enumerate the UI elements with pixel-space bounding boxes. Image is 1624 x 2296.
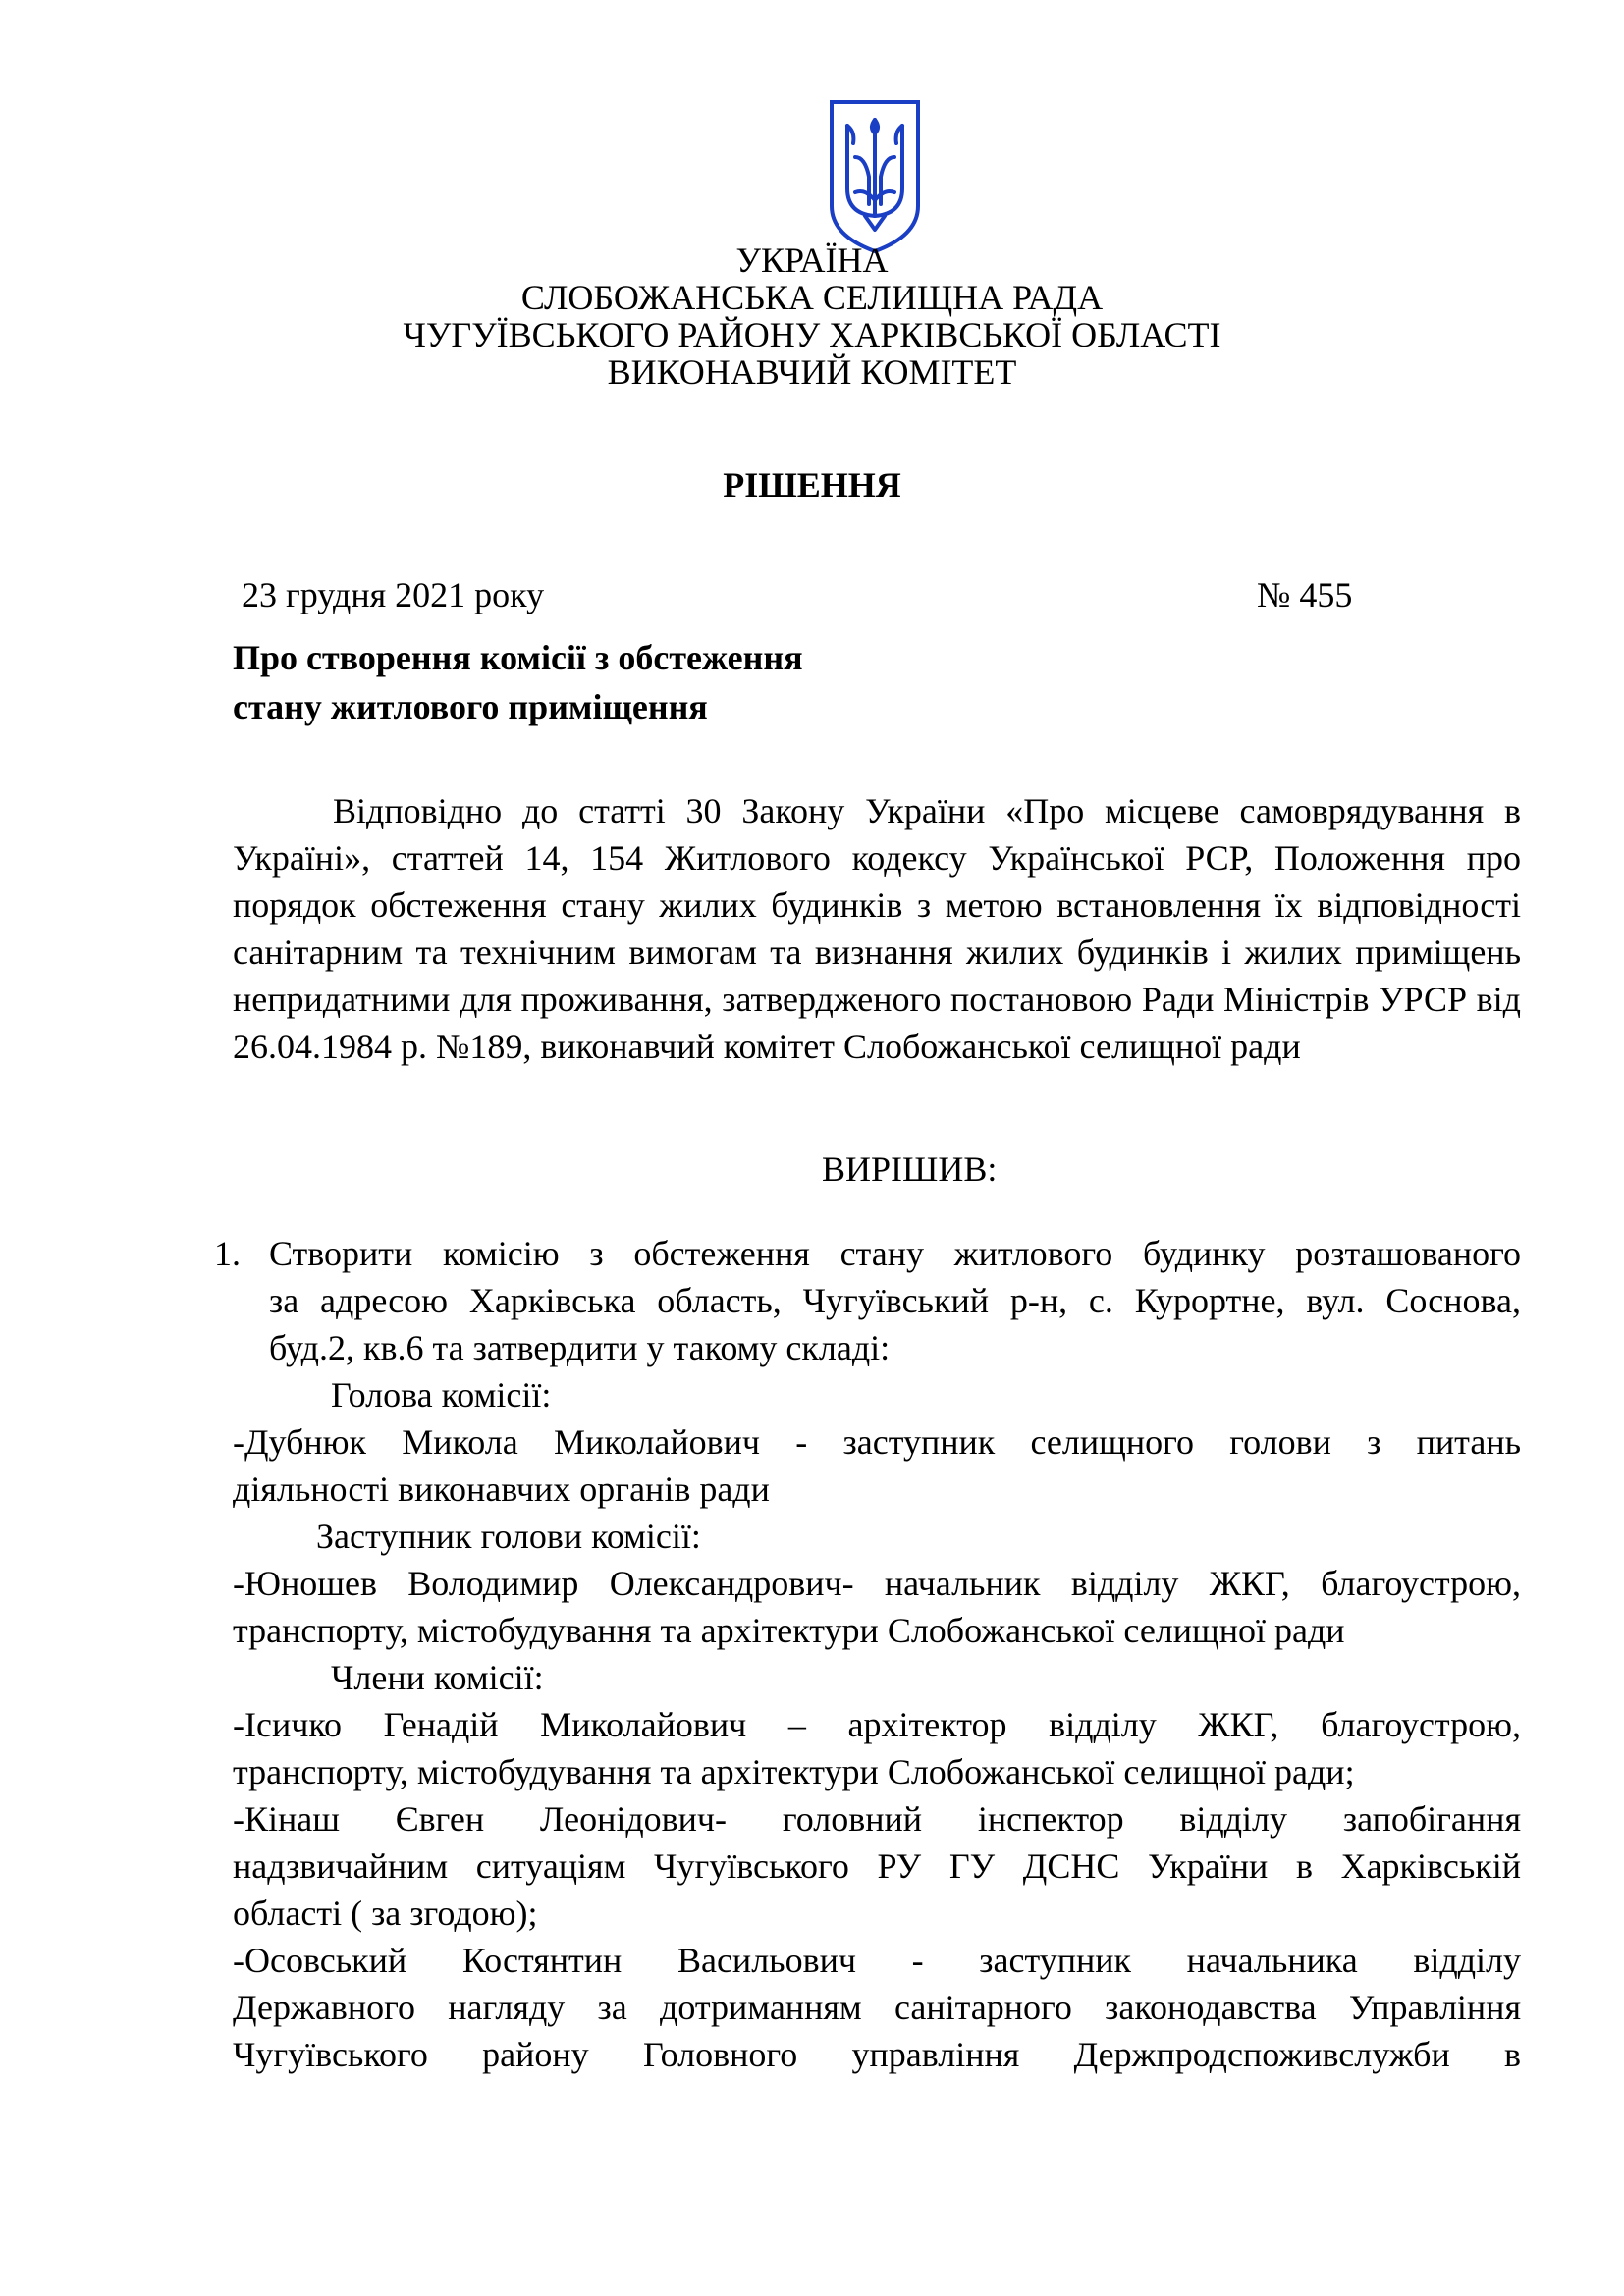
subject-line: стану житлового приміщення — [233, 687, 708, 726]
item-line: за адресою Харківська область, Чугуївський р-н, с. Курортне, вул. Соснова, — [269, 1281, 1521, 1320]
role-label-members: Члени комісії: — [331, 1658, 544, 1697]
member-line: -Кінаш Євген Леонідович- головний інспектор відділу запобігання — [233, 1799, 1521, 1839]
decision-date: 23 грудня 2021 року — [242, 575, 545, 614]
trident-coat-of-arms-icon — [826, 98, 924, 255]
decision-body — [233, 1230, 1521, 2078]
decision-number: № 455 — [1257, 575, 1353, 614]
member-line: Державного нагляду за дотриманням санітарного законодавства Управління — [233, 1988, 1521, 2027]
member-line: -Юношев Володимир Олександрович- начальник відділу ЖКГ, благоустрою, — [233, 1564, 1521, 1603]
resolved-heading: ВИРІШИВ: — [822, 1149, 998, 1189]
subject-line: Про створення комісії з обстеження — [233, 638, 803, 677]
member-line: -Ісичко Генадій Миколайович – архітектор відділу ЖКГ, благоустрою, — [233, 1705, 1521, 1744]
member-line: надзвичайним ситуаціям Чугуївського РУ ГУ ДСНС України в Харківській — [233, 1846, 1521, 1886]
role-label-deputy: Заступник голови комісії: — [316, 1517, 701, 1556]
member-line: -Дубнюк Микола Миколайович - заступник селищного голови з питань — [233, 1422, 1521, 1462]
member-line: -Осовський Костянтин Васильович - заступник начальника відділу — [233, 1941, 1521, 1980]
district-name: ЧУГУЇВСЬКОГО РАЙОНУ ХАРКІВСЬКОЇ ОБЛАСТІ — [403, 315, 1221, 354]
item-line: буд.2, кв.6 та затвердити у такому складі: — [269, 1328, 891, 1367]
preamble-text: Відповідно до статті 30 Закону України «Про місцеве самоврядування в Україні», статтей 14, 154 Житлового кодексу Української РСР, Положення про порядок обстеження стану жилих будинків з метою встановлення їх відповідності санітарним та технічним вимогам та визнання жилих будинків і жилих приміщень непридатними для проживання, затвердженого постановою Ради Міністрів УРСР від 26.04.1984 р. №189, виконавчий комітет Слобожанської селищної ради — [233, 791, 1521, 1066]
country-name: УКРАЇНА — [735, 240, 889, 280]
role-label-head: Голова комісії: — [331, 1375, 552, 1415]
member-line: Чугуївського району Головного управління Держпродспоживслужби в — [233, 2035, 1521, 2074]
member-line: транспорту, містобудування та архітектури Слобожанської селищної ради; — [233, 1752, 1355, 1791]
member-line: транспорту, містобудування та архітектури Слобожанської селищної ради — [233, 1611, 1345, 1650]
council-name: СЛОБОЖАНСЬКА СЕЛИЩНА РАДА — [520, 278, 1104, 317]
committee-name: ВИКОНАВЧИЙ КОМІТЕТ — [607, 352, 1017, 392]
issuing-authority-header — [0, 241, 1624, 391]
preamble-paragraph — [233, 787, 1521, 1070]
document-title: РІШЕННЯ — [723, 465, 901, 505]
member-line: діяльності виконавчих органів ради — [233, 1469, 770, 1509]
item-line: Створити комісію з обстеження стану житлового будинку розташованого — [269, 1234, 1521, 1273]
list-item-number: 1. — [214, 1234, 241, 1273]
member-line: області ( за згодою); — [233, 1894, 538, 1933]
decision-subject — [233, 633, 803, 731]
